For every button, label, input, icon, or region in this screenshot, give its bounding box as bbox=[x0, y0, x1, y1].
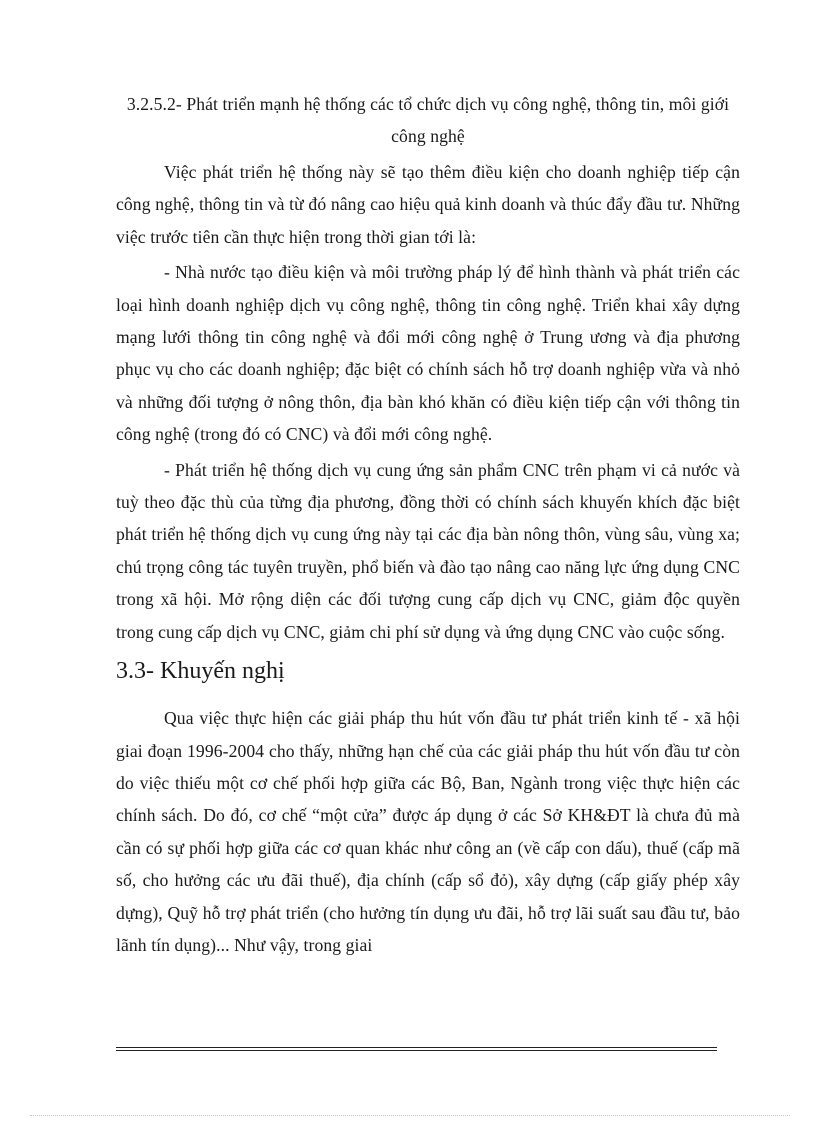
divider bbox=[116, 1050, 717, 1051]
footer-double-rule bbox=[116, 1047, 717, 1053]
section-heading: 3.3- Khuyến nghị bbox=[116, 658, 285, 685]
page-bottom-dotted-border bbox=[30, 1115, 790, 1116]
paragraph: Việc phát triển hệ thống này sẽ tạo thêm điều kiện cho doanh nghiệp tiếp cận công nghệ, thông tin và từ đó nâng cao hiệu quả kinh doanh và thúc đẩy đầu tư. Những việc trước tiên cần thực hiện trong thời gian tới là: bbox=[116, 162, 740, 247]
divider bbox=[116, 1047, 717, 1048]
page-body bbox=[116, 88, 740, 964]
paragraph: Qua việc thực hiện các giải pháp thu hút vốn đầu tư phát triển kinh tế - xã hội giai đoạn 1996-2004 cho thấy, những hạn chế của các giải pháp thu hút vốn đầu tư còn do việc thiếu một cơ chế phối hợp giữa các Bộ, Ban, Ngành trong việc thực hiện các chính sách. Do đó, cơ chế “một cửa” được áp dụng ở các Sở KH&ĐT là chưa đủ mà cần có sự phối hợp giữa các cơ quan khác như công an (về cấp con dấu), thuế (cấp mã số, cho hưởng các ưu đãi thuế), địa chính (cấp sổ đỏ), xây dựng (cấp giấy phép xây dựng), Quỹ hỗ trợ phát triển (cho hưởng tín dụng ưu đãi, hỗ trợ lãi suất sau đầu tư, bảo lãnh tín dụng)... Như vậy, trong giai bbox=[116, 708, 740, 955]
section-subheading: 3.2.5.2- Phát triển mạnh hệ thống các tổ chức dịch vụ công nghệ, thông tin, môi giới công nghệ bbox=[126, 94, 730, 146]
paragraph: - Nhà nước tạo điều kiện và môi trường pháp lý để hình thành và phát triển các loại hình doanh nghiệp dịch vụ công nghệ, thông tin công nghệ. Triển khai xây dựng mạng lưới thông tin công nghệ và đổi mới công nghệ ở Trung ương và địa phương phục vụ cho các doanh nghiệp; đặc biệt có chính sách hỗ trợ doanh nghiệp vừa và nhỏ và những đối tượng ở nông thôn, địa bàn khó khăn có điều kiện tiếp cận với thông tin công nghệ (trong đó có CNC) và đổi mới công nghệ. bbox=[116, 262, 740, 445]
paragraph: - Phát triển hệ thống dịch vụ cung ứng sản phẩm CNC trên phạm vi cả nước và tuỳ theo đặc thù của từng địa phương, đồng thời có chính sách khuyến khích đặc biệt phát triển hệ thống dịch vụ cung ứng này tại các địa bàn nông thôn, vùng sâu, vùng xa; chú trọng công tác tuyên truyền, phổ biến và đào tạo nâng cao năng lực ứng dụng CNC trong xã hội. Mở rộng diện các đối tượng cung cấp dịch vụ CNC, giảm độc quyền trong cung cấp dịch vụ CNC, giảm chi phí sử dụng và ứng dụng CNC vào cuộc sống. bbox=[116, 459, 740, 642]
